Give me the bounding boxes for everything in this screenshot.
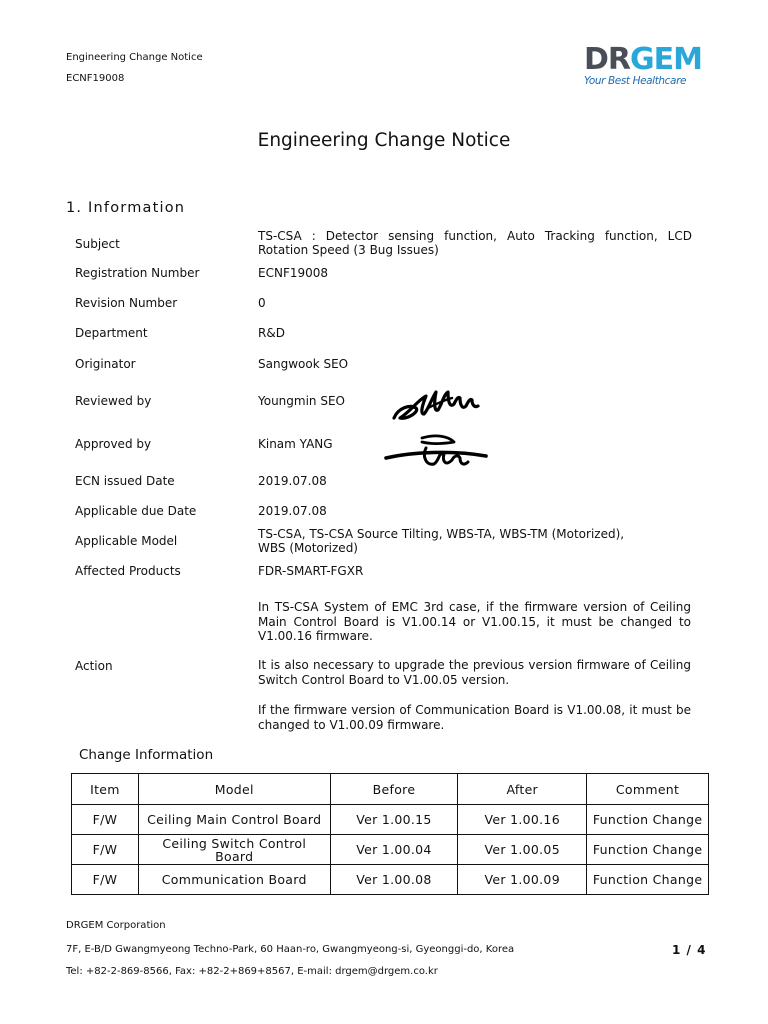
applicable-model-label: Applicable Model	[75, 534, 178, 548]
cell-model: Communication Board	[138, 865, 330, 895]
action-paragraph-1: In TS-CSA System of EMC 3rd case, if the firmware version of Ceiling Main Control Board is V1.00.14 or V1.00.15, it must be changed to V1.00.16 firmware.	[258, 600, 691, 643]
cell-item: F/W	[72, 865, 139, 895]
logo-wordmark	[584, 44, 704, 76]
ecn-issued-date-label: ECN issued Date	[75, 474, 175, 488]
cell-comment: Function Change	[587, 805, 709, 835]
cell-model-line-2: Board	[215, 848, 254, 864]
reviewed-by-value: Youngmin SEO	[258, 394, 345, 408]
footer-address: 7F, E-B/D Gwangmyeong Techno-Park, 60 Haan-ro, Gwangmyeong-si, Gyeonggi-do, Korea	[66, 944, 515, 955]
approved-by-value: Kinam YANG	[258, 437, 333, 451]
header-doc-type: Engineering Change Notice	[66, 52, 203, 63]
cell-before: Ver 1.00.04	[330, 835, 458, 865]
registration-number-label: Registration Number	[75, 266, 200, 280]
cell-item: F/W	[72, 805, 139, 835]
revision-number-value: 0	[258, 296, 266, 310]
action-label: Action	[75, 659, 113, 673]
cell-before: Ver 1.00.15	[330, 805, 458, 835]
cell-comment: Function Change	[587, 865, 709, 895]
page-indicator: 1 / 4	[672, 943, 707, 957]
applicable-model-value	[258, 527, 692, 555]
applicable-model-line-1: TS-CSA, TS-CSA Source Tilting, WBS-TA, WBS-TM (Motorized),	[258, 527, 625, 541]
cell-model	[138, 835, 330, 865]
table-row	[72, 865, 709, 895]
logo-tagline: Your Best Healthcare	[584, 75, 687, 87]
column-header-before: Before	[330, 774, 458, 805]
approved-by-label: Approved by	[75, 437, 152, 451]
footer-corporation: DRGEM Corporation	[66, 920, 166, 931]
subject-label: Subject	[75, 237, 120, 251]
cell-item: F/W	[72, 835, 139, 865]
applicable-due-date-value: 2019.07.08	[258, 504, 327, 518]
logo-gem-text: GEM	[630, 42, 702, 77]
column-header-item: Item	[72, 774, 139, 805]
cell-after: Ver 1.00.16	[458, 805, 587, 835]
affected-products-value: FDR-SMART-FGXR	[258, 564, 364, 578]
cell-model: Ceiling Main Control Board	[138, 805, 330, 835]
section-heading-information: 1. Information	[66, 200, 186, 216]
cell-before: Ver 1.00.08	[330, 865, 458, 895]
registration-number-value: ECNF19008	[258, 266, 329, 280]
cell-after: Ver 1.00.05	[458, 835, 587, 865]
change-information-title: Change Information	[79, 747, 214, 763]
reviewed-by-label: Reviewed by	[75, 394, 152, 408]
table-header-row	[72, 774, 709, 805]
document-title: Engineering Change Notice	[257, 130, 511, 151]
applicable-due-date-label: Applicable due Date	[75, 504, 197, 518]
action-paragraph-3: If the firmware version of Communication Board is V1.00.08, it must be changed to V1.00.09 firmware.	[258, 703, 691, 732]
column-header-after: After	[458, 774, 587, 805]
affected-products-label: Affected Products	[75, 564, 181, 578]
header-doc-code: ECNF19008	[66, 73, 125, 84]
subject-value: TS-CSA : Detector sensing function, Auto Tracking function, LCD Rotation Speed (3 Bug Issues)	[258, 229, 692, 257]
cell-after: Ver 1.00.09	[458, 865, 587, 895]
revision-number-label: Revision Number	[75, 296, 178, 310]
drgem-logo	[584, 44, 704, 92]
table-row	[72, 805, 709, 835]
applicable-model-line-2: WBS (Motorized)	[258, 541, 358, 555]
reviewer-signature	[388, 382, 492, 428]
cell-model-line-1: Ceiling Switch Control	[162, 835, 307, 851]
approver-signature	[382, 430, 490, 474]
department-value: R&D	[258, 326, 285, 340]
footer-contact: Tel: +82-2-869-8566, Fax: +82-2+869+8567, E-mail: drgem@drgem.co.kr	[66, 966, 438, 977]
originator-label: Originator	[75, 357, 136, 371]
action-paragraph-2: It is also necessary to upgrade the previous version firmware of Ceiling Switch Control Board to V1.00.05 version.	[258, 658, 691, 687]
cell-comment: Function Change	[587, 835, 709, 865]
column-header-model: Model	[138, 774, 330, 805]
ecn-issued-date-value: 2019.07.08	[258, 474, 327, 488]
originator-value: Sangwook SEO	[258, 357, 349, 371]
column-header-comment: Comment	[587, 774, 709, 805]
table-row	[72, 835, 709, 865]
change-information-table	[71, 773, 709, 895]
department-label: Department	[75, 326, 148, 340]
logo-dr-text: DR	[584, 42, 631, 77]
